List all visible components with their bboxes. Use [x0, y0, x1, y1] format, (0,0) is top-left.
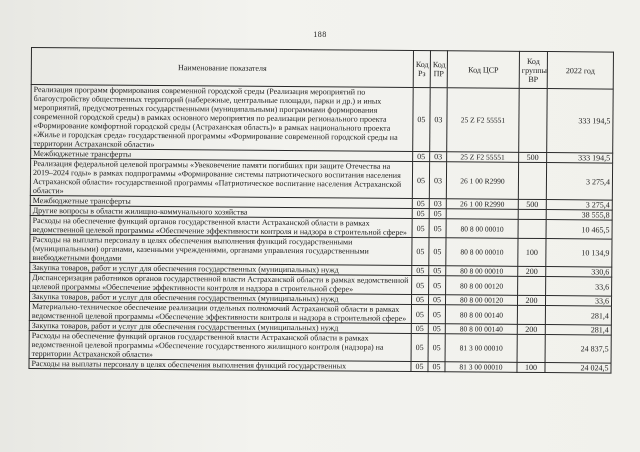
column-header-name: Наименование показателя: [31, 48, 413, 88]
row-amount: 3 275,4: [546, 200, 612, 211]
row-csr: 80 8 00 00140: [445, 305, 517, 325]
column-header-year: 2022 год: [547, 52, 613, 90]
row-vr: [518, 219, 546, 238]
row-amount: 24 024,5: [545, 363, 611, 374]
row-vr: 200: [517, 295, 545, 305]
row-csr: 80 8 00 00010: [446, 266, 518, 277]
row-amount: 333 194,5: [547, 89, 614, 154]
column-header-pr: Код ПР: [430, 51, 447, 88]
table-row: [29, 330, 611, 363]
row-rz: 05: [412, 275, 429, 294]
row-name: Расходы на обеспечение функций органов государственной власти Астраханской области в рамках ведомственной целевой программы «Обеспечение государственного жилищного контроля (надзора) на территории Астраханской области»: [29, 330, 411, 361]
row-vr: 500: [519, 152, 547, 162]
row-pr: 05: [428, 362, 445, 372]
row-vr: [517, 305, 545, 324]
table-row: [30, 159, 612, 201]
row-pr: 03: [429, 199, 446, 209]
row-pr: 03: [429, 162, 446, 199]
row-pr: 03: [430, 88, 448, 152]
row-name: Расходы на обеспечение функций органов государственной власти Астраханской области в рамках ведомственной целевой программы «Обеспечение эффективности контроля и надзора в строительной сфере»: [30, 215, 412, 237]
row-vr: [519, 88, 548, 152]
row-amount: 10 134,9: [546, 239, 612, 268]
row-csr: 81 3 00 00010: [445, 362, 517, 373]
row-pr: 05: [428, 324, 445, 334]
row-pr: 05: [429, 266, 446, 276]
row-csr: 26 1 00 R2990: [446, 199, 518, 210]
table-header: [31, 48, 613, 90]
row-amount: 3 275,4: [546, 163, 612, 201]
row-name: Реализация программ формирования современной городской среды (Реализация мероприятий по благоустройству общественных территорий (набережные, центральные площади, парки и др.) и иных мероприятий, предусмотренных государственными (муниципальными) программами формирования современной городской среды) в рамках основного мероприятия по реализации регионального проекта «Формирование комфортной городской среды (Астраханская область)» в рамках национального проекта «Жилье и городская среда» государственной программы «Формирование современной городской среды на территории Астраханской области»: [31, 85, 413, 152]
table-row: [30, 234, 612, 267]
row-amount: 281,4: [545, 325, 611, 336]
row-vr: 200: [517, 324, 545, 334]
table-body: [29, 85, 613, 374]
table-row: [31, 85, 613, 154]
row-rz: 05: [412, 237, 429, 265]
row-name: Другие вопросы в области жилищно-коммунального хозяйства: [30, 205, 412, 218]
row-csr: 80 8 00 00120: [445, 295, 517, 306]
page-number: 188: [313, 30, 327, 39]
row-pr: 05: [428, 305, 445, 324]
row-rz: 05: [411, 361, 428, 371]
row-amount: 10 465,5: [546, 220, 612, 240]
budget-table: [28, 47, 614, 374]
row-pr: 05: [429, 209, 446, 219]
row-csr: [446, 209, 518, 220]
row-rz: 05: [411, 323, 428, 333]
row-vr: [517, 334, 545, 362]
row-amount: 38 555,8: [546, 210, 612, 221]
row-vr: 100: [518, 238, 546, 266]
row-rz: 05: [412, 265, 429, 275]
row-rz: 05: [411, 333, 428, 361]
row-vr: 200: [518, 266, 546, 276]
row-csr: 25 Z F2 55551: [447, 152, 519, 163]
row-amount: 330,6: [546, 267, 612, 278]
row-vr: 100: [517, 362, 545, 372]
row-amount: 281,4: [545, 306, 611, 326]
row-name: Межбюджетные трансферты: [30, 195, 412, 208]
row-vr: [518, 162, 546, 199]
row-name: Закупка товаров, работ и услуг для обеспечения государственных (муниципальных) нужд: [29, 320, 411, 333]
row-pr: 05: [428, 295, 445, 305]
row-rz: 05: [411, 304, 428, 323]
row-rz: 05: [412, 198, 429, 208]
row-name: Межбюджетные трансферты: [31, 149, 413, 162]
column-header-vr: Код группы ВР: [519, 51, 547, 88]
row-csr: 81 3 00 00010: [445, 334, 517, 363]
row-rz: 05: [412, 162, 429, 199]
row-vr: [518, 276, 546, 295]
row-pr: 05: [428, 334, 445, 362]
row-amount: 333 194,5: [547, 153, 613, 164]
row-rz: 05: [413, 152, 430, 162]
row-name: Расходы на выплаты персоналу в целях обеспечения выполнения функций государственных: [29, 358, 411, 371]
row-csr: 80 8 00 00140: [445, 324, 517, 335]
row-csr: 80 8 00 00010: [446, 238, 518, 267]
row-csr: 26 1 00 R2990: [446, 162, 518, 200]
row-pr: 05: [429, 238, 446, 266]
row-name: Расходы на выплаты персоналу в целях обеспечения выполнения функций государственными (муниципальными) органами, казенными учреждениями, органами управления государственными внебюджетными фондами: [30, 234, 412, 265]
row-amount: 33,6: [546, 277, 612, 297]
column-header-rz: Код Рз: [413, 51, 430, 88]
row-amount: 24 837,5: [545, 335, 611, 364]
column-header-csr: Код ЦСР: [447, 51, 519, 89]
row-name: Диспансеризация работников органов государственной власти Астраханской области в рамках ведомственной целевой программы «Обеспечение эффективности контроля и надзора в строительной сфере»: [30, 272, 412, 294]
row-rz: 05: [411, 294, 428, 304]
row-name: Реализация федеральной целевой программы «Увековечение памяти погибших при защите Отечества на 2019–2024 годы» в рамках подпрограммы «Формирование системы патриотического воспитания населения Астраханской области» государственной программы «Патриотическое воспитание населения Астраханской области»: [30, 159, 412, 199]
row-rz: 05: [412, 218, 429, 237]
row-vr: [518, 209, 546, 219]
row-pr: 03: [430, 152, 447, 162]
row-csr: 80 8 00 00010: [446, 219, 518, 239]
row-name: Материально-техническое обеспечение реализации отдельных полномочий Астраханской области в рамках ведомственной целевой программы «Обеспечение эффективности контроля и надзора в строительной сфере»: [29, 301, 411, 323]
row-rz: 05: [412, 208, 429, 218]
row-pr: 05: [429, 219, 446, 238]
row-pr: 05: [429, 276, 446, 295]
row-vr: 500: [518, 199, 546, 209]
row-csr: 80 8 00 00120: [446, 276, 518, 296]
row-csr: 25 Z F2 55551: [447, 88, 520, 153]
row-amount: 33,6: [545, 296, 611, 307]
row-rz: 05: [413, 88, 431, 152]
row-name: Закупка товаров, работ и услуг для обеспечения государственных (муниципальных) нужд: [30, 262, 412, 275]
row-name: Закупка товаров, работ и услуг для обеспечения государственных (муниципальных) нужд: [30, 291, 412, 304]
